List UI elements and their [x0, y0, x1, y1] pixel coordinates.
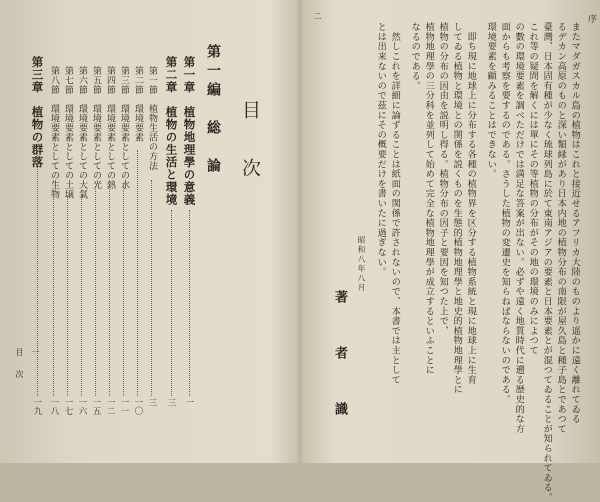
section-8-page: 一八 [49, 398, 59, 415]
preface-line: 植物地理學の三分科を並列して始めて完全な植物地理學が成立するといふことに [423, 22, 435, 375]
folio: 一 [31, 348, 40, 356]
leader-dots [95, 186, 96, 396]
preface-line: またマダガスカル島の植物はこれと接近せるアフリカ大陸のものより遥かに遠く離れてゐる [569, 22, 581, 424]
section-1-page: 三 [147, 398, 157, 407]
section-5: 第五節 環境要素としての光 [91, 66, 101, 190]
preface-line: これ等の疑問を解くには單にその等植物の分布がその地の環境のみによつて [527, 22, 539, 356]
chapter-2: 第二章 植物の生活と環境 [164, 56, 179, 206]
leader-dots [171, 210, 172, 396]
chapter-1-page: 一 [184, 398, 194, 407]
section-3: 第三節 環境要素としての水 [119, 66, 129, 190]
preface-line: の數の環境要素を調べただけでは満足な答案が出ない。必ずや遠く地質時代に遡る歴史的な方 [513, 22, 525, 434]
leader-dots [109, 186, 110, 396]
preface-date: 昭和八年八月 [357, 236, 366, 293]
leader-dots [53, 196, 54, 396]
leader-dots [151, 180, 152, 396]
page-runner: 目 次 [15, 348, 24, 381]
preface-line: 面からも考察を要するのである。さうした植物の変遷史を知らねばならないのである。 [499, 22, 511, 405]
author-signature: 著 者 識 [332, 290, 347, 430]
preface-line: なるのである。 [409, 22, 421, 91]
part-heading: 第一編 総 論 [205, 44, 221, 177]
preface-line: 臺灣、日本固有種が少なく琉球列島に於て東南アジアの要素と日本要素とが混つてゐることが知られてゐる。 [541, 22, 553, 502]
leader-dots [81, 196, 82, 396]
leader-dots [189, 210, 190, 396]
preface-line: るデカン高原のものと深い類縁があり日本内地の植物分布の南限が屋久島と種子島とであつて [555, 22, 567, 434]
preface-line: 即ち現に地球上に分布する各種の植物界を区分する植物系統と現に地球上に生育 [465, 22, 477, 385]
section-6-page: 一六 [77, 398, 87, 415]
leader-dots [67, 196, 68, 396]
preface-line: 然しこれを詳細に論ずることは紙面の関係で許されないので、本書では主として [389, 22, 401, 385]
chapter-3-page: 一九 [32, 398, 42, 415]
chapter-3: 第三章 植物の群落 [30, 56, 45, 169]
chapter-2-page: 三 [166, 398, 176, 407]
folio: 二 [313, 12, 322, 20]
section-1: 第一節 植物生活の方法 [147, 66, 157, 171]
toc-page [0, 0, 298, 463]
preface-line: してゐる植物と環境との関係を説くものを生態的植物地理學と地史的植物地理學とに [451, 22, 463, 395]
section-3-page: 一一 [119, 398, 129, 415]
leader-dots [137, 150, 138, 396]
section-4-page: 一二 [105, 398, 115, 415]
section-5-page: 一五 [91, 398, 101, 415]
preface-heading: 序 [586, 14, 596, 23]
preface-line: 環境要素を顧みることはできない。 [485, 22, 497, 179]
section-2: 第二節 環境要素 [133, 66, 143, 142]
leader-dots [123, 186, 124, 396]
section-4: 第四節 環境要素としての熱 [105, 66, 115, 190]
section-6: 第六節 環境要素としての大氣 [77, 66, 87, 199]
section-7: 第七節 環境要素としての土壌 [63, 66, 73, 199]
preface-page [302, 0, 600, 502]
toc-title: 目 次 [239, 100, 261, 187]
leader-dots [37, 150, 38, 396]
preface-line: とは出来ないので茲にその概要だけを書いたに過ぎない。 [375, 22, 387, 277]
chapter-1: 第一章 植物地理學の意義 [182, 56, 197, 206]
section-2-page: 一〇 [133, 398, 143, 415]
section-7-page: 一七 [63, 398, 73, 415]
section-8: 第八節 環境要素としての生物 [49, 66, 59, 199]
preface-line: 植物の分布の因由を説明し得る。植物分布の因子と要因を知つた上で、 [437, 22, 449, 336]
